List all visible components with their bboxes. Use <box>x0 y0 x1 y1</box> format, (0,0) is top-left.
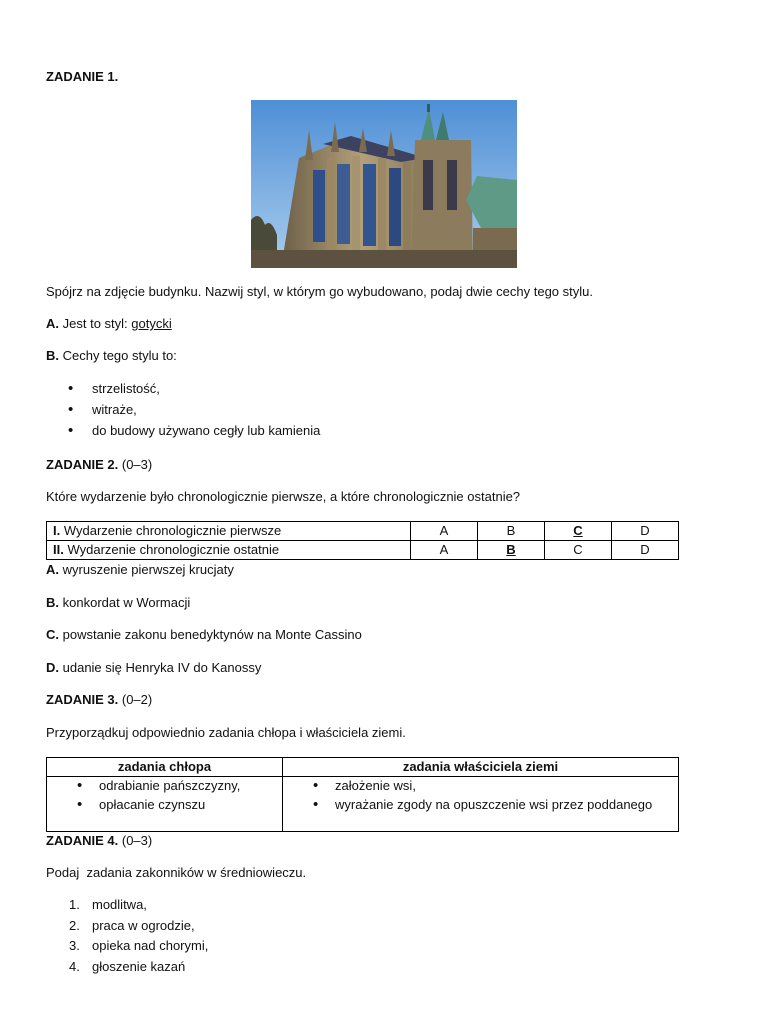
task2-heading: ZADANIE 2. <box>46 457 119 472</box>
task1-question: Spójrz na zdjęcie budynku. Nazwij styl, w którym go wybudowano, podaj dwie cechy tego stylu. <box>46 284 593 299</box>
option-a <box>46 562 234 577</box>
row-text: Wydarzenie chronologicznie pierwsze <box>63 523 282 538</box>
list-item: • odrabianie pańszczyzny, <box>47 777 282 796</box>
answer-a-label: A. <box>46 316 59 331</box>
list-item <box>46 895 208 916</box>
item-text: opieka nad chorymi, <box>92 938 209 953</box>
item-text: modlitwa, <box>92 897 147 912</box>
item-number: 2. <box>69 917 80 933</box>
item-text: praca w ogrodzie, <box>92 917 195 933</box>
option-cell[interactable]: D <box>612 522 679 541</box>
option-c <box>46 627 362 642</box>
option-cell[interactable]: A <box>411 541 478 560</box>
list-item <box>46 916 208 937</box>
option-text: konkordat w Wormacji <box>62 595 191 610</box>
option-letter: D. <box>46 660 59 675</box>
peasant-list <box>47 777 282 814</box>
option-letter: A. <box>46 562 59 577</box>
item-number: 1. <box>69 897 80 912</box>
row-number: I. <box>53 523 61 538</box>
task2-question: Które wydarzenie było chronologicznie pierwsze, a które chronologicznie ostatnie? <box>46 489 521 504</box>
answer-a-value: gotycki <box>131 316 172 331</box>
table-row <box>47 777 679 832</box>
features-list <box>46 378 320 441</box>
landowner-cell <box>283 777 679 832</box>
task3-question: Przyporządkuj odpowiednio zadania chłopa i właściciela ziemi. <box>46 725 406 740</box>
task2-heading-line <box>46 457 152 472</box>
task1-answer-a <box>46 316 172 331</box>
list-item: • strzelistość, <box>46 378 320 399</box>
table-header-row <box>47 758 679 777</box>
option-text: powstanie zakonu benedyktynów na Monte Cassino <box>62 627 362 642</box>
answer-b-label: B. <box>46 348 59 363</box>
task1-heading: ZADANIE 1. <box>46 69 119 84</box>
list-item: • opłacanie czynszu <box>47 796 282 815</box>
list-item <box>46 957 208 978</box>
item-number: 3. <box>69 938 80 953</box>
task3-points: (0–2) <box>121 692 153 707</box>
task1-answer-b <box>46 348 177 363</box>
list-item <box>46 936 208 957</box>
task4-question: Podaj zadania zakonników w średniowieczu. <box>46 865 307 880</box>
item-number: 4. <box>69 958 80 974</box>
answer-a-text: Jest to styl: <box>62 316 128 331</box>
option-text: udanie się Henryka IV do Kanossy <box>62 660 262 675</box>
option-text: wyruszenie pierwszej krucjaty <box>62 562 234 577</box>
peasant-cell <box>47 777 283 832</box>
option-cell[interactable]: D <box>612 541 679 560</box>
list-item: • założenie wsi, <box>283 777 678 796</box>
cathedral-photo <box>251 100 517 268</box>
task4-heading: ZADANIE 4. <box>46 833 119 848</box>
list-item: • wyrażanie zgody na opuszczenie wsi przez poddanego <box>283 796 678 815</box>
chronology-table <box>46 521 679 560</box>
list-item: • do budowy używano cegły lub kamienia <box>46 420 320 441</box>
option-cell[interactable]: B <box>478 522 545 541</box>
roles-table <box>46 757 679 832</box>
row-text: Wydarzenie chronologicznie ostatnie <box>67 542 280 557</box>
monk-tasks-list <box>46 895 208 977</box>
option-cell-selected[interactable]: B <box>478 541 545 560</box>
row-label <box>47 541 411 560</box>
task2-points: (0–3) <box>121 457 153 472</box>
item-text: głoszenie kazań <box>92 958 186 974</box>
row-number: II. <box>53 542 64 557</box>
option-letter: B. <box>46 595 59 610</box>
option-cell[interactable]: C <box>545 541 612 560</box>
option-b <box>46 595 190 610</box>
column-header-peasant: zadania chłopa <box>47 758 283 777</box>
option-cell-selected[interactable]: C <box>545 522 612 541</box>
table-row <box>47 522 679 541</box>
option-letter: C. <box>46 627 59 642</box>
column-header-landowner: zadania właściciela ziemi <box>283 758 679 777</box>
table-row <box>47 541 679 560</box>
row-label <box>47 522 411 541</box>
list-item: • witraże, <box>46 399 320 420</box>
task3-heading-line <box>46 692 152 707</box>
answer-b-text: Cechy tego stylu to: <box>62 348 177 363</box>
task4-points: (0–3) <box>121 833 153 848</box>
option-cell[interactable]: A <box>411 522 478 541</box>
landowner-list <box>283 777 678 814</box>
task4-heading-line <box>46 833 152 848</box>
option-d <box>46 660 261 675</box>
task3-heading: ZADANIE 3. <box>46 692 119 707</box>
